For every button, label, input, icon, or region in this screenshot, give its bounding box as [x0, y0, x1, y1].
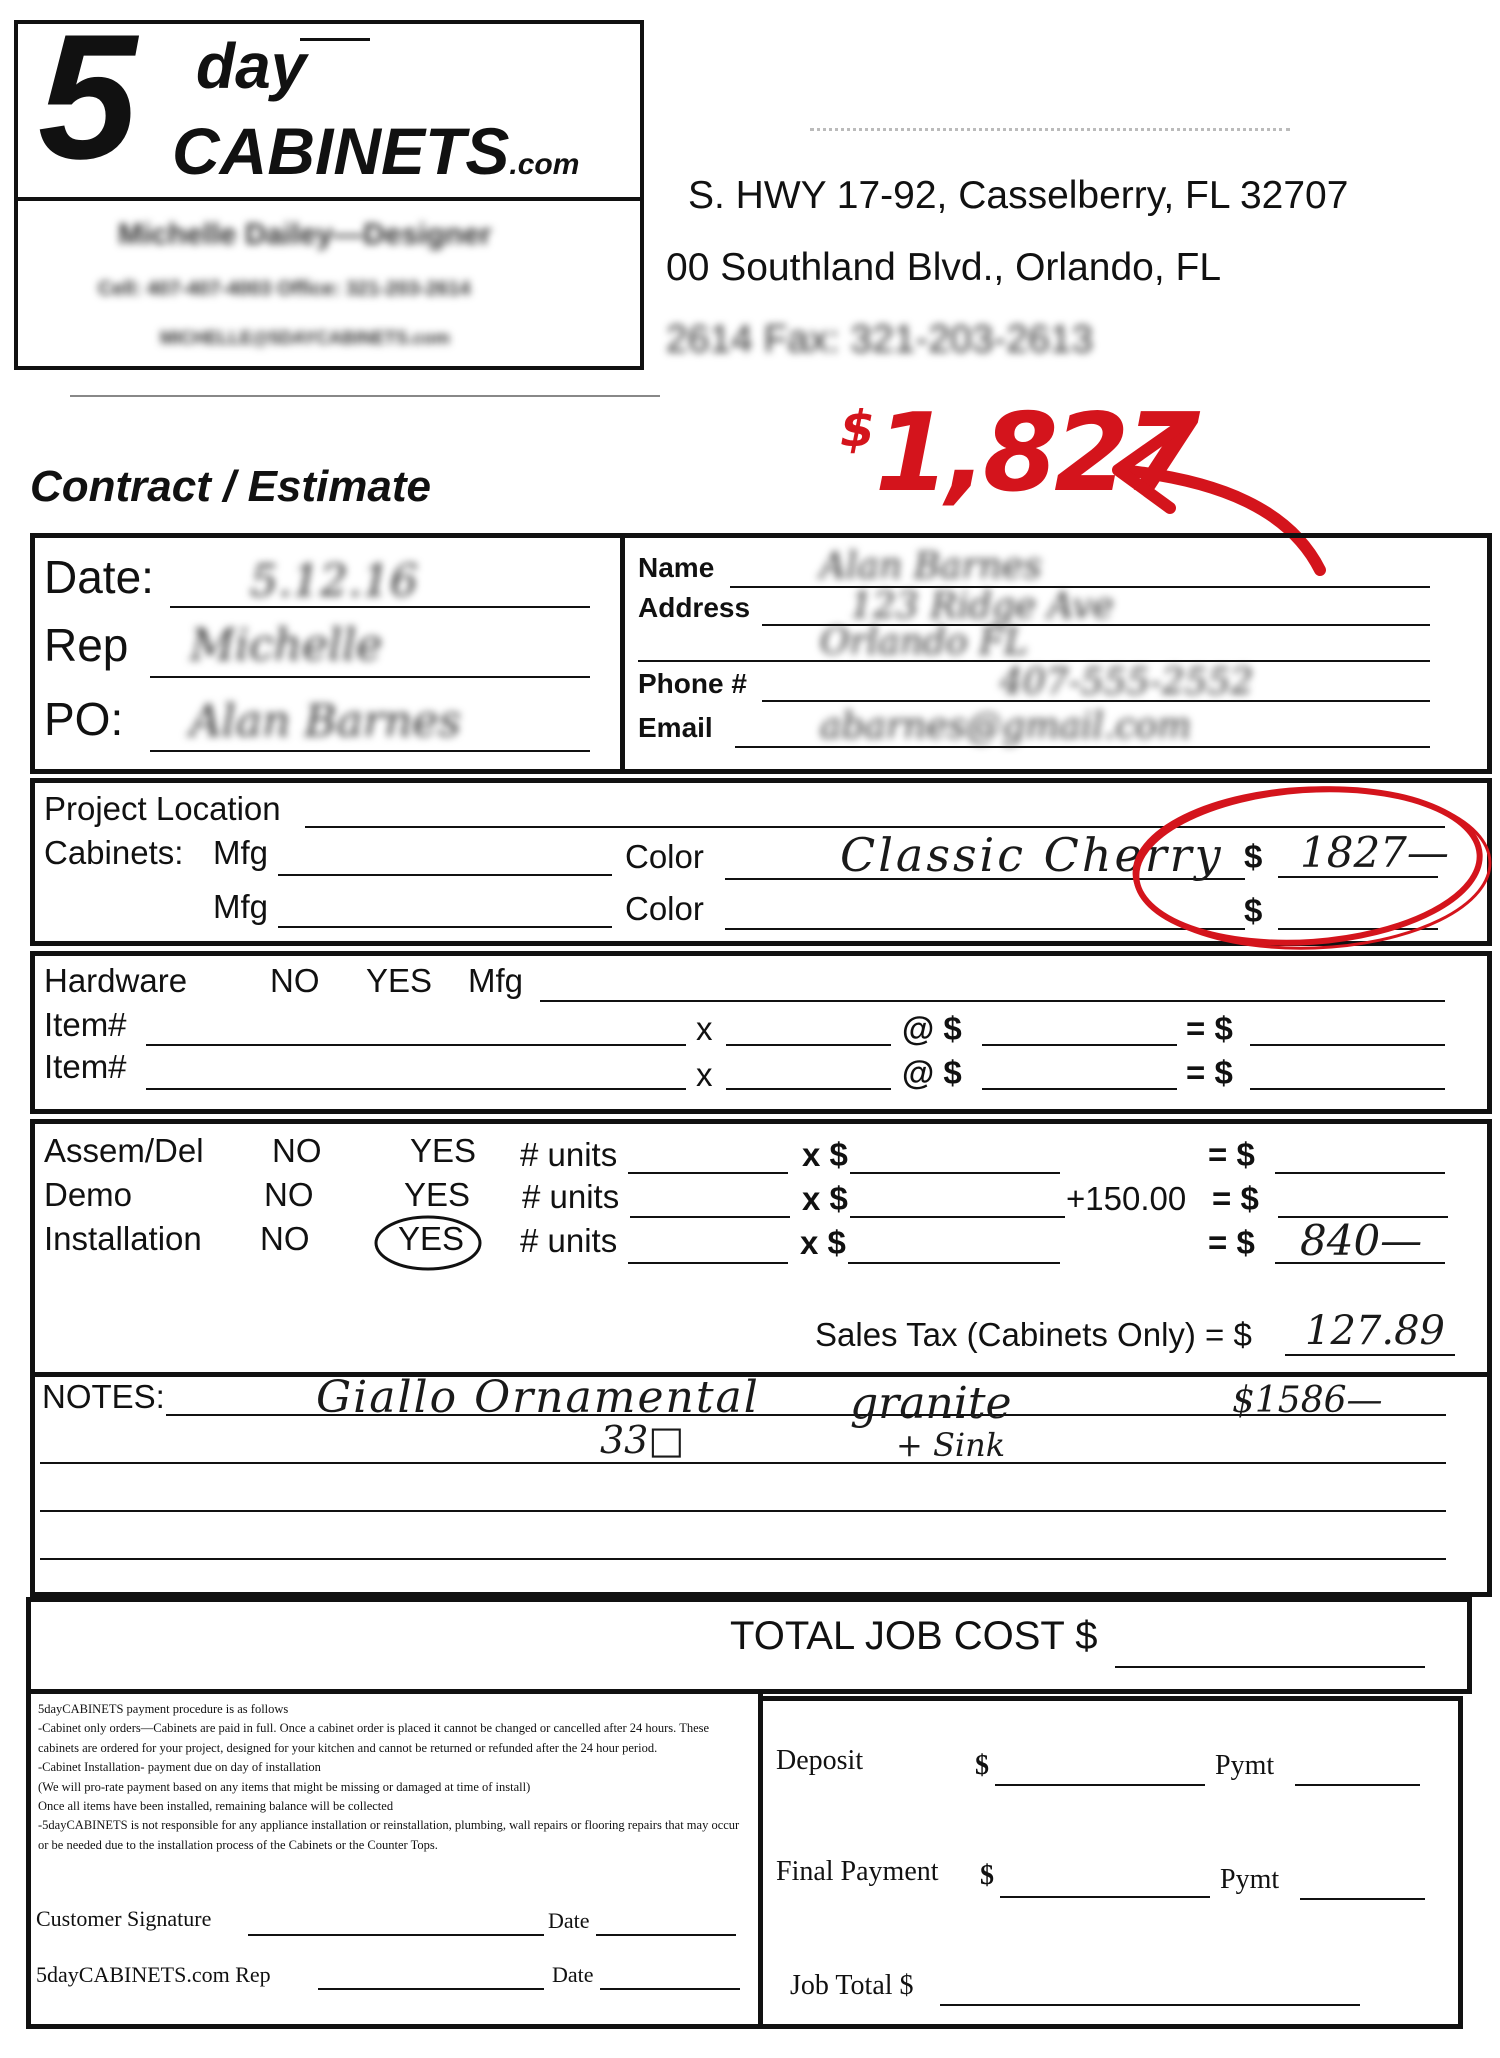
rep-date-label: Date: [552, 1962, 594, 1987]
total-line-1: [1250, 1044, 1445, 1046]
date-label: Date:: [44, 551, 154, 603]
logo-divider: [14, 197, 644, 201]
cabinet-price-value[interactable]: 1827—: [1300, 828, 1449, 877]
color-label-1: Color: [625, 838, 704, 875]
address-value-2[interactable]: Orlando FL: [820, 622, 1028, 663]
notes-granite-word[interactable]: granite: [850, 1378, 1012, 1429]
color-label-2: Color: [625, 890, 704, 927]
eq-label-2: = $: [1186, 1054, 1233, 1091]
qty-line-2: [726, 1088, 891, 1090]
sales-tax-label: Sales Tax (Cabinets Only) = $: [815, 1316, 1252, 1353]
mfg-line-1: [278, 874, 612, 876]
logo-swoosh: [300, 38, 370, 41]
job-total-label: Job Total $: [790, 1970, 914, 2001]
item-label-1: Item#: [44, 1006, 127, 1043]
rep-line: [150, 676, 590, 678]
deposit-pymt-line[interactable]: [1295, 1784, 1420, 1786]
units-line-demo: [630, 1216, 790, 1218]
rep-date-line[interactable]: [600, 1988, 740, 1990]
item-line-2: [146, 1088, 686, 1090]
service-yes-install[interactable]: YES: [398, 1220, 465, 1257]
service-x-demo: x $: [802, 1180, 848, 1217]
notes-granite-price[interactable]: $1586—: [1232, 1380, 1383, 1421]
hardware-no[interactable]: NO: [270, 962, 320, 999]
project-location-label: Project Location: [44, 790, 281, 827]
service-no-demo[interactable]: NO: [264, 1176, 314, 1213]
name-value[interactable]: Alan Barnes: [820, 546, 1042, 587]
red-circle-icon: [1120, 778, 1500, 958]
sales-tax-line: [1285, 1354, 1455, 1356]
service-label-assem: Assem/Del: [44, 1132, 204, 1169]
service-units-demo: # units: [522, 1178, 620, 1215]
item-label-2: Item#: [44, 1048, 127, 1085]
email-value[interactable]: abarnes@gmail.com: [820, 706, 1192, 747]
notes-line-2: [40, 1462, 1446, 1464]
service-no-install[interactable]: NO: [260, 1220, 310, 1257]
x-label-2: x: [696, 1056, 713, 1093]
rate-line-install: [848, 1262, 1060, 1264]
rep-signature-label: 5dayCABINETS.com Rep: [36, 1962, 271, 1987]
color-value[interactable]: Classic Cherry: [840, 828, 1224, 882]
rate-line-assem: [850, 1172, 1060, 1174]
dollar-1: $: [1244, 838, 1263, 875]
date-value[interactable]: 5.12.16: [250, 556, 418, 607]
services-box: [30, 1119, 1492, 1377]
logo-com: .com: [509, 148, 580, 181]
terms-text: 5dayCABINETS payment procedure is as follows -Cabinet only orders—Cabinets are paid in full. Once a cabinet order is placed it cannot be changed or cancelled after 24 hours. These cabinets are ordered for your project, designed for your kitchen and cannot be returned or refunded after the 24 hour period. -Cabinet Installation- payment due on day of installation (We will pro-rate payment based on any items that might be missing or damaged at time of install) Once all items have been installed, remaining balance will be collected -5dayCABINETS is not responsible for any appliance installation or reinstallation, plumbing, wall repairs or flooring repairs that may occur or be needed due to the installation process of the Cabinets or the Counter Tops.: [38, 1702, 740, 1852]
email-label: Email: [638, 712, 713, 743]
notes-line-4: [40, 1558, 1446, 1560]
final-pymt-line[interactable]: [1300, 1898, 1425, 1900]
hardware-mfg-label: Mfg: [468, 962, 524, 999]
po-line: [150, 750, 590, 752]
units-line-assem: [628, 1172, 788, 1174]
service-eq-assem: = $: [1208, 1136, 1255, 1173]
deposit-pymt-label: Pymt: [1215, 1750, 1275, 1781]
card-phones: Cell: 407-407-4003 Office: 321-203-2614: [98, 278, 471, 300]
logo-day: day: [196, 30, 307, 102]
info-divider: [620, 533, 625, 774]
deposit-amount-line[interactable]: [995, 1784, 1205, 1786]
phone-fax: 2614 Fax: 321-203-2613: [666, 318, 1094, 361]
final-payment-label: Final Payment: [776, 1856, 939, 1887]
cabinets-label: Cabinets:: [44, 834, 184, 871]
eq-label-1: = $: [1186, 1010, 1233, 1047]
qty-line-1: [726, 1044, 891, 1046]
at-label-1: @ $: [902, 1010, 962, 1047]
mfg-label-1: Mfg: [213, 834, 269, 871]
job-total-line[interactable]: [940, 2004, 1360, 2006]
item-line-1: [146, 1044, 686, 1046]
total-line-2: [1250, 1088, 1445, 1090]
mfg-label-2: Mfg: [213, 888, 269, 925]
notes-label: NOTES:: [42, 1378, 165, 1415]
service-x-install: x $: [800, 1224, 846, 1261]
service-label-install: Installation: [44, 1220, 202, 1257]
service-units-assem: # units: [520, 1136, 618, 1173]
notes-granite-name[interactable]: Giallo Ornamental: [316, 1372, 760, 1423]
service-units-install: # units: [520, 1222, 618, 1259]
dollar-2: $: [1244, 892, 1263, 929]
hardware-label: Hardware: [44, 962, 188, 999]
header-faint-line: [810, 128, 1290, 131]
total-job-cost-line: [1115, 1666, 1425, 1668]
service-yes-assem[interactable]: YES: [410, 1132, 477, 1169]
final-dollar: $: [980, 1860, 994, 1891]
po-value[interactable]: Alan Barnes: [190, 696, 461, 747]
po-label: PO:: [44, 693, 124, 745]
service-eq-install: = $: [1208, 1224, 1255, 1261]
mfg-line-2: [278, 926, 612, 928]
service-extra-demo: +150.00: [1066, 1180, 1187, 1217]
logo-five: 5: [38, 0, 133, 196]
yes-circle-icon: [372, 1212, 484, 1274]
card-email: MICHELLE@5DAYCABINETS.com: [160, 328, 450, 348]
at-label-2: @ $: [902, 1054, 962, 1091]
deposit-dollar: $: [975, 1750, 989, 1781]
customer-date-line[interactable]: [596, 1934, 736, 1936]
logo-cabinets-word: CABINETS: [172, 114, 510, 188]
form-title: Contract / Estimate: [30, 462, 431, 511]
hardware-mfg-line: [540, 1000, 1445, 1002]
notes-sink[interactable]: + Sink: [896, 1426, 1006, 1464]
phone-label: Phone #: [638, 668, 747, 699]
service-eq-demo: = $: [1212, 1180, 1259, 1217]
rep-signature-line[interactable]: [318, 1988, 544, 1990]
total-job-cost-label: TOTAL JOB COST $: [730, 1614, 1098, 1658]
service-label-demo: Demo: [44, 1176, 133, 1213]
logo-cabinets: [172, 114, 580, 188]
name-label: Name: [638, 552, 715, 583]
amount-line-assem: [1275, 1172, 1445, 1174]
address-label: Address: [638, 592, 751, 623]
final-pymt-label: Pymt: [1220, 1864, 1280, 1895]
unit-price-line-2: [982, 1088, 1177, 1090]
unit-price-line-1: [982, 1044, 1177, 1046]
rep-value[interactable]: Michelle: [190, 620, 383, 671]
red-price-value: 1,827: [874, 391, 1197, 516]
service-no-assem[interactable]: NO: [272, 1132, 322, 1169]
installation-value[interactable]: 840—: [1300, 1216, 1423, 1265]
address-value[interactable]: 123 Ridge Ave: [850, 586, 1114, 627]
card-underline: [70, 395, 660, 397]
red-price-dollar: $: [840, 400, 875, 458]
service-yes-demo[interactable]: YES: [404, 1176, 471, 1213]
address-line-2: 00 Southland Blvd., Orlando, FL: [666, 246, 1222, 289]
x-label-1: x: [696, 1010, 713, 1047]
service-x-assem: x $: [802, 1136, 848, 1173]
deposit-label: Deposit: [776, 1745, 864, 1776]
address-line-1: S. HWY 17-92, Casselberry, FL 32707: [688, 174, 1349, 217]
hardware-yes[interactable]: YES: [366, 962, 433, 999]
units-line-install: [628, 1262, 788, 1264]
rep-label: Rep: [44, 619, 129, 671]
rate-line-demo: [850, 1216, 1065, 1218]
final-amount-line[interactable]: [1000, 1896, 1210, 1898]
customer-signature-line[interactable]: [248, 1934, 544, 1936]
customer-date-label: Date: [548, 1908, 590, 1933]
notes-size[interactable]: 33□: [600, 1418, 685, 1462]
customer-signature-label: Customer Signature: [36, 1906, 212, 1931]
phone-value[interactable]: 407-555-2552: [1000, 662, 1254, 703]
card-designer-name: Michelle Dailey—Designer: [118, 218, 492, 251]
notes-line-3: [40, 1510, 1446, 1512]
sales-tax-value[interactable]: 127.89: [1305, 1308, 1445, 1354]
